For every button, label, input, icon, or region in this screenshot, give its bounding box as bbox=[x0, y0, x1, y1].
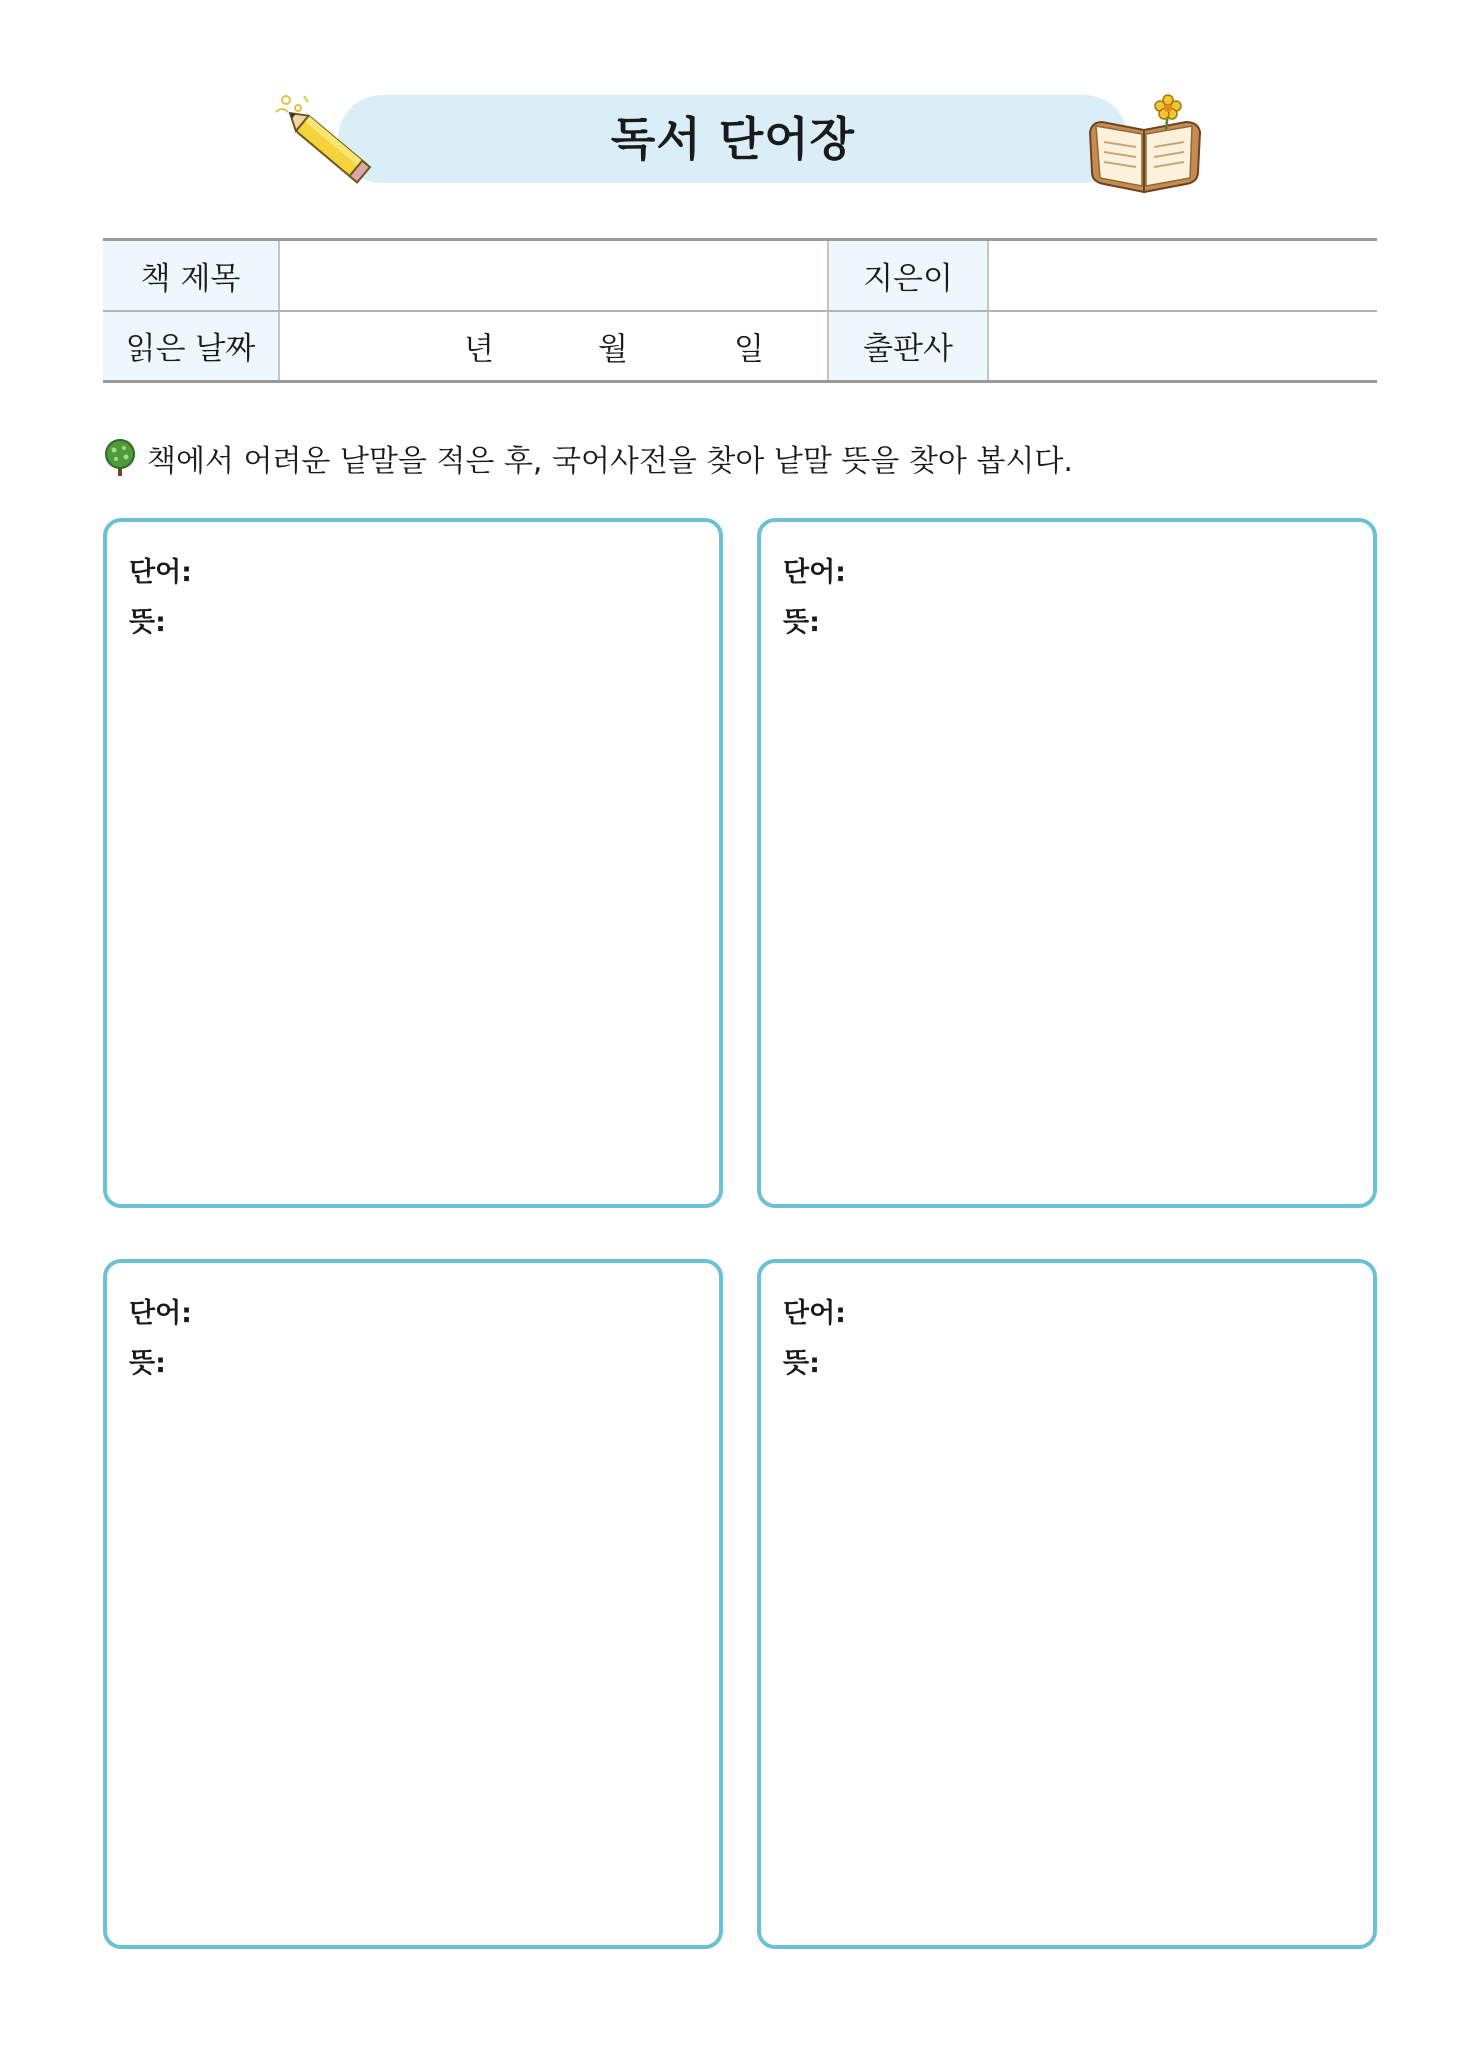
word-label: 단어: bbox=[783, 1298, 846, 1329]
table-row bbox=[103, 240, 1377, 311]
instruction bbox=[103, 437, 1073, 479]
word-card[interactable] bbox=[103, 518, 723, 1208]
book-title-field[interactable] bbox=[279, 240, 828, 311]
table-row bbox=[103, 311, 1377, 382]
publisher-field[interactable] bbox=[988, 311, 1377, 382]
word-label: 단어: bbox=[129, 557, 192, 588]
day-unit: 일 bbox=[734, 331, 764, 368]
word-card[interactable] bbox=[757, 1259, 1377, 1949]
meaning-label: 뜻: bbox=[783, 1348, 820, 1379]
author-field[interactable] bbox=[988, 240, 1377, 311]
month-unit: 월 bbox=[598, 331, 628, 368]
word-card[interactable] bbox=[757, 518, 1377, 1208]
word-card[interactable] bbox=[103, 1259, 723, 1949]
read-date-label: 읽은 날짜 bbox=[103, 311, 279, 382]
read-date-field[interactable] bbox=[279, 311, 828, 382]
book-title-label: 책 제목 bbox=[103, 240, 279, 311]
book-info-table bbox=[103, 238, 1377, 383]
meaning-label: 뜻: bbox=[783, 607, 820, 638]
meaning-label: 뜻: bbox=[129, 1348, 166, 1379]
tree-icon bbox=[103, 438, 137, 478]
word-label: 단어: bbox=[783, 557, 846, 588]
year-unit: 년 bbox=[464, 331, 494, 368]
instruction-text: 책에서 어려운 낱말을 적은 후, 국어사전을 찾아 낱말 뜻을 찾아 봅시다. bbox=[147, 444, 1073, 479]
word-label: 단어: bbox=[129, 1298, 192, 1329]
pencil-icon bbox=[272, 92, 392, 192]
page-title: 독서 단어장 bbox=[610, 112, 856, 166]
meaning-label: 뜻: bbox=[129, 607, 166, 638]
author-label: 지은이 bbox=[828, 240, 988, 311]
publisher-label: 출판사 bbox=[828, 311, 988, 382]
open-book-icon bbox=[1082, 92, 1212, 202]
